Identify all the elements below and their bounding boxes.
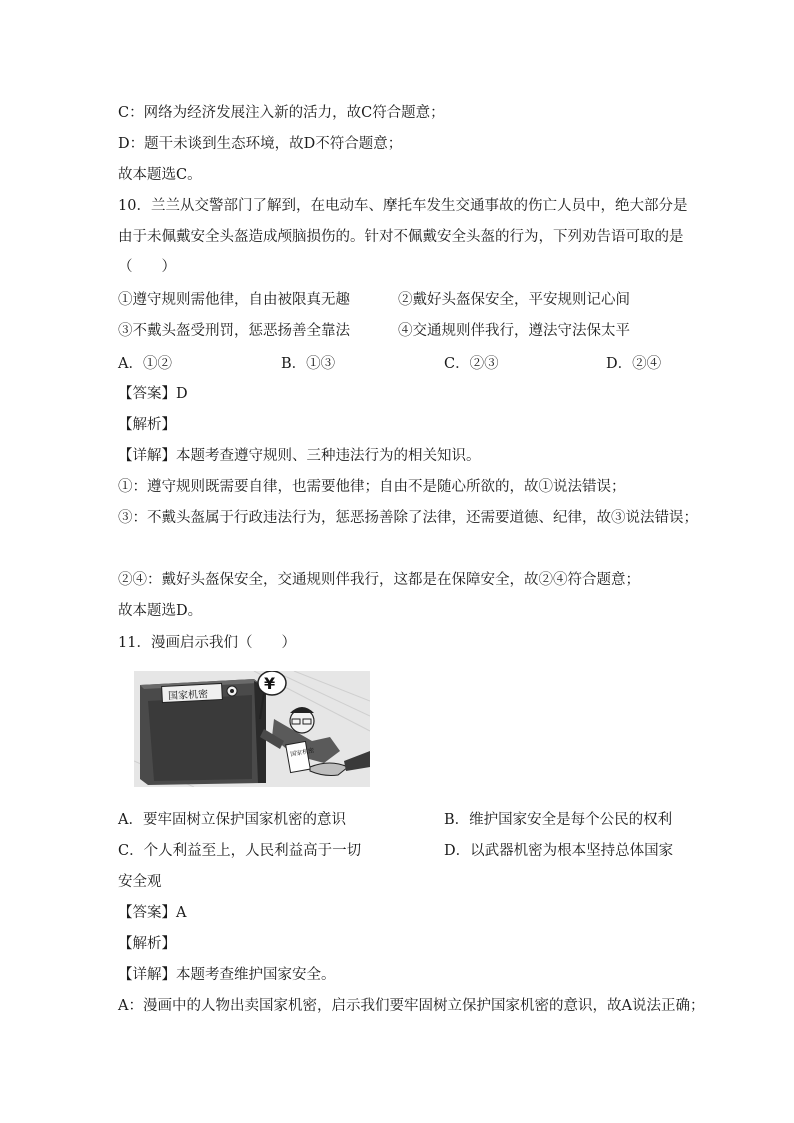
q11-option-d-continued: 安全观 [118,874,162,890]
q10-answer: 【答案】D [118,386,188,402]
yen-symbol: ¥ [264,674,276,693]
q10-option-c: C．②③ [444,356,499,372]
q10-option-d: D．②④ [606,356,662,372]
prev-conclusion: 故本题选C。 [118,167,202,183]
folder-label: 国家机密 [289,747,315,759]
q10-item-2: ②戴好头盔保安全，平安规则记心间 [398,292,630,308]
q11-option-a: A．要牢固树立保护国家机密的意识 [118,812,346,828]
q11-analysis-label: 【解析】 [118,936,176,952]
q10-explanation-3: ③：不戴头盔属于行政违法行为，惩恶扬善除了法律，还需要道德、纪律，故③说法错误； [118,510,698,526]
prev-option-c-explanation: C：网络为经济发展注入新的活力，故C符合题意； [118,105,445,121]
q10-item-4: ④交通规则伴我行，遵法守法保太平 [398,323,630,339]
q10-stem-line1: 10．兰兰从交警部门了解到，在电动车、摩托车发生交通事故的伤亡人员中，绝大部分是 [118,198,688,214]
q11-option-b: B．维护国家安全是每个公民的权利 [444,812,673,828]
q10-item-1: ①遵守规则需他律，自由被限真无趣 [118,292,350,308]
q11-explanation-a: A：漫画中的人物出卖国家机密，启示我们要牢固树立保护国家机密的意识，故A说法正确； [118,998,705,1014]
q11-answer: 【答案】A [118,905,187,921]
q10-item-3: ③不戴头盔受刑罚，惩恶扬善全靠法 [118,323,350,339]
q10-option-a: A．①② [118,356,172,372]
q11-option-d: D．以武器机密为根本坚持总体国家 [444,843,674,859]
q10-explanation-1: ①：遵守规则既需要自律，也需要他律；自由不是随心所欲的，故①说法错误； [118,479,626,495]
safe-label: 国家机密 [167,689,209,703]
q11-detail: 【详解】本题考查维护国家安全。 [118,967,336,983]
q10-explanation-2-4: ②④：戴好头盔保安全，交通规则伴我行，这都是在保障安全，故②④符合题意； [118,572,640,588]
q10-stem-line2: 由于未佩戴安全头盔造成颅脑损伤的。针对不佩戴安全头盔的行为，下列劝告语可取的是 [118,229,684,245]
q11-cartoon-image [134,671,370,787]
q10-answer-blank: （ ） [118,259,176,275]
q10-analysis-label: 【解析】 [118,417,176,433]
prev-option-d-explanation: D：题干未谈到生态环境，故D不符合题意； [118,136,403,152]
q11-stem: 11．漫画启示我们（ ） [118,635,296,651]
q10-conclusion: 故本题选D。 [118,603,203,619]
q11-option-c: C．个人利益至上，人民利益高于一切 [118,843,362,859]
q10-detail: 【详解】本题考查遵守规则、三种违法行为的相关知识。 [118,448,481,464]
q10-option-b: B．①③ [281,356,336,372]
